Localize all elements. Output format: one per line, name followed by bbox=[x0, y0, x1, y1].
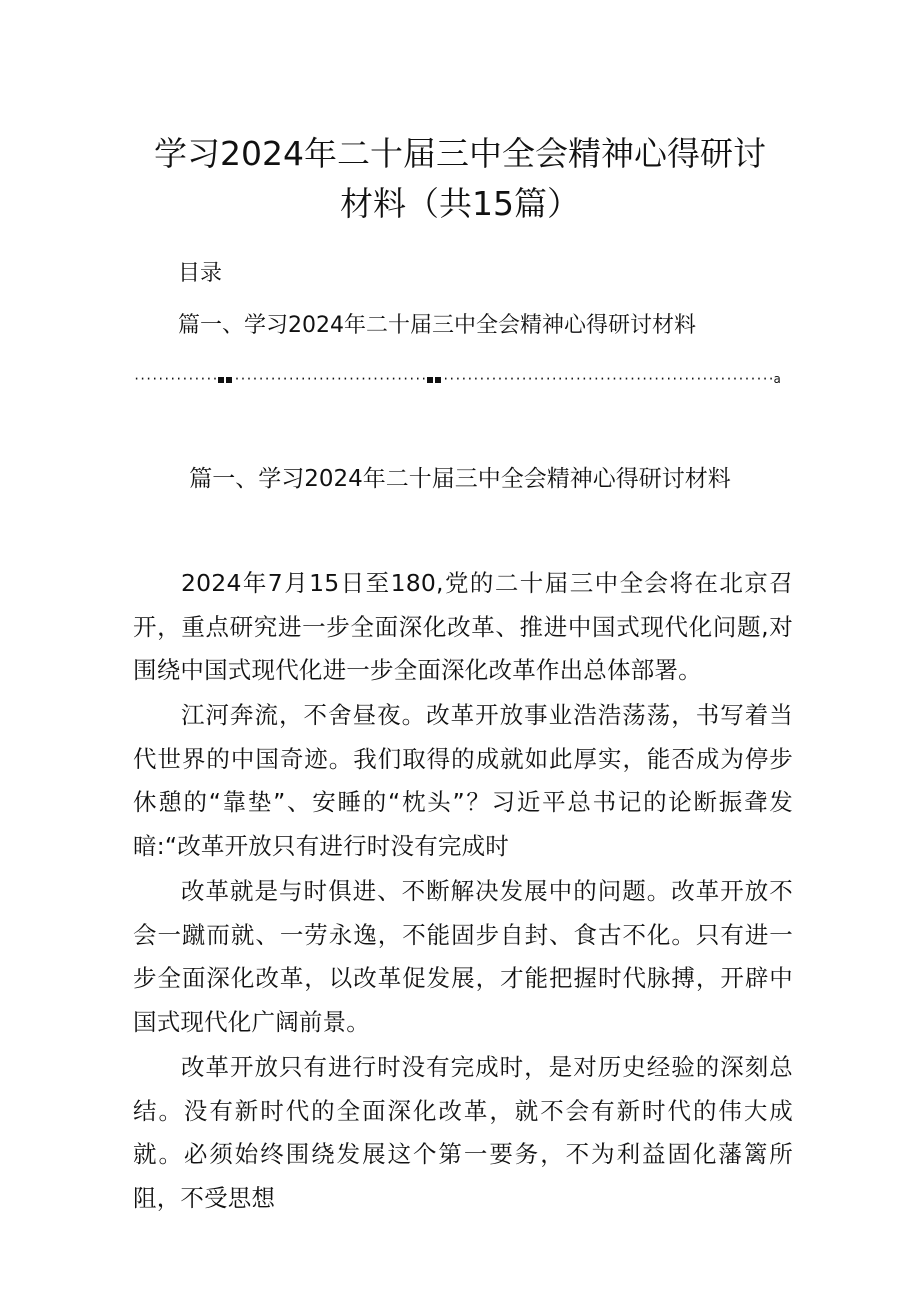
leader-square-icon bbox=[427, 377, 433, 383]
toc-leader-dots: ·············· bbox=[133, 372, 218, 386]
toc-page-ref: a bbox=[773, 372, 780, 386]
toc-leader-line bbox=[133, 362, 780, 396]
leader-square-icon bbox=[435, 377, 441, 383]
document-title-line-1: 学习2024年二十届三中全会精神心得研讨 bbox=[154, 134, 766, 173]
toc-label: 目录 bbox=[178, 261, 223, 286]
body-paragraph: 2024年7月15日至180,党的二十届三中全会将在北京召开，重点研究进一步全面深化改革、推进中国式现代化问题,对围绕中国式现代化进一步全面深化改革作出总体部署。 bbox=[133, 569, 793, 684]
body-paragraph: 江河奔流，不舍昼夜。改革开放事业浩浩荡荡，书写着当代世界的中国奇迹。我们取得的成就如此厚实，能否成为停步休憩的“靠垫”、安睡的“枕头”？习近平总书记的论断振聋发暗:“改革开放只有进行时没有完成时 bbox=[133, 701, 793, 860]
toc-entry-1[interactable]: 篇一、学习2024年二十届三中全会精神心得研讨材料 bbox=[178, 313, 696, 338]
body-paragraph: 改革开放只有进行时没有完成时，是对历史经验的深刻总结。没有新时代的全面深化改革，就不会有新时代的伟大成就。必须始终围绕发展这个第一要务，不为利益固化藩篱所阻，不受思想 bbox=[133, 1053, 793, 1212]
toc-leader-dots: ································ bbox=[233, 372, 427, 386]
toc-leader-dots: ······················································· bbox=[442, 372, 774, 386]
leader-square-icon bbox=[218, 377, 224, 383]
leader-square-icon bbox=[226, 377, 232, 383]
body-paragraph: 改革就是与时俱进、不断解决发展中的问题。改革开放不会一蹴而就、一劳永逸，不能固步自封、食古不化。只有进一步全面深化改革，以改革促发展，才能把握时代脉搏，开辟中国式现代化广阔前景。 bbox=[133, 877, 793, 1036]
document-title-line-2: 材料（共15篇） bbox=[340, 184, 580, 223]
section-heading: 篇一、学习2024年二十届三中全会精神心得研讨材料 bbox=[189, 466, 731, 492]
